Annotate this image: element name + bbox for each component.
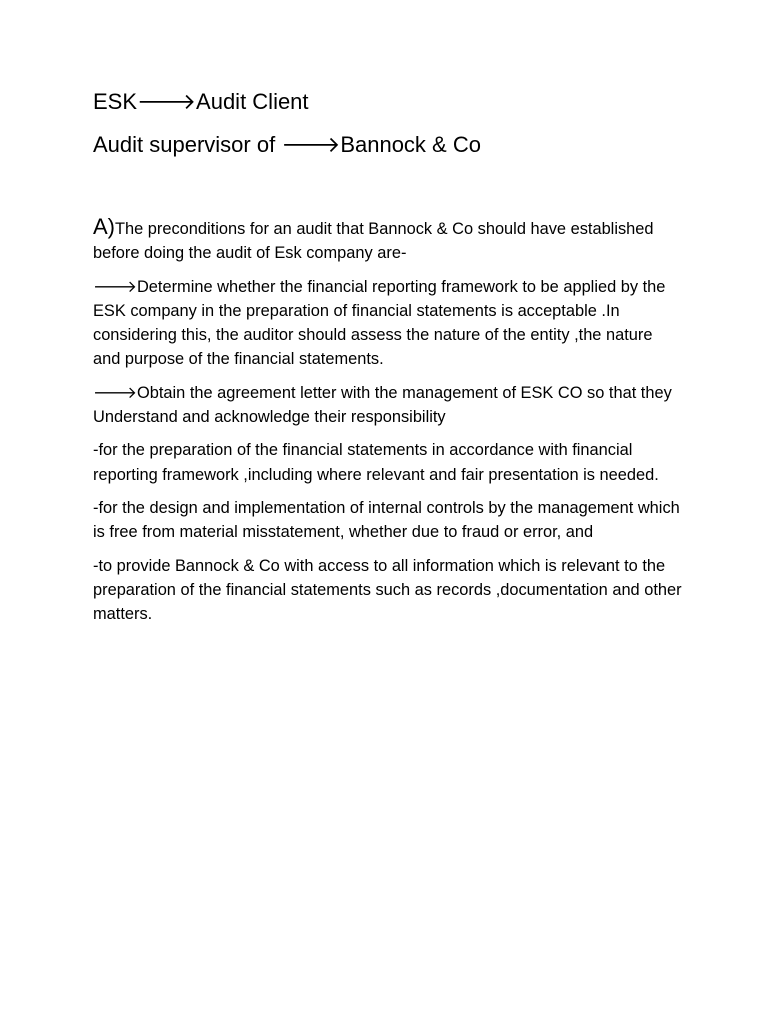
- document-page: [93, 86, 683, 635]
- heading-esk-label: ESK: [93, 89, 138, 114]
- heading-audit-client-label: Audit Client: [196, 89, 309, 114]
- paragraph-agreement-letter-text: Obtain the agreement letter with the management of ESK CO so that they Understand and acknowledge their responsibility: [93, 383, 672, 427]
- paragraph-access: -to provide Bannock & Co with access to all information which is relevant to the preparation of the financial statements such as records ,documentation and other matters.: [93, 556, 682, 624]
- right-arrow-icon: 🡒: [93, 276, 137, 296]
- paragraph-preparation: -for the preparation of the financial statements in accordance with financial reporting framework ,including where relevant and fair presentation is needed.: [93, 441, 659, 484]
- heading-audit-supervisor: [93, 129, 683, 162]
- heading-esk-audit-client: [93, 86, 683, 119]
- heading-audit-supervisor-label: Audit supervisor of: [93, 132, 282, 157]
- right-arrow-icon: 🡒: [281, 133, 341, 158]
- paragraph-framework: [93, 275, 683, 372]
- right-arrow-icon: 🡒: [93, 382, 137, 402]
- heading-bannock-label: Bannock & Co: [340, 132, 481, 157]
- intro-text: The preconditions for an audit that Bannock & Co should have established before doing the audit of Esk company are-: [93, 220, 654, 263]
- intro-paragraph: [93, 216, 683, 266]
- paragraph-internal-controls: -for the design and implementation of internal controls by the management which is free from material misstatement, whether due to fraud or error, and: [93, 498, 680, 542]
- paragraph-agreement-letter: [93, 381, 683, 430]
- paragraph-framework-text: Determine whether the financial reporting framework to be applied by the ESK company in the preparation of financial statements is acceptable .In considering this, the auditor should assess the nature of the entity ,the nature and purpose of the financial statements.: [93, 277, 666, 369]
- section-label: A): [93, 214, 115, 239]
- right-arrow-icon: 🡒: [137, 90, 197, 115]
